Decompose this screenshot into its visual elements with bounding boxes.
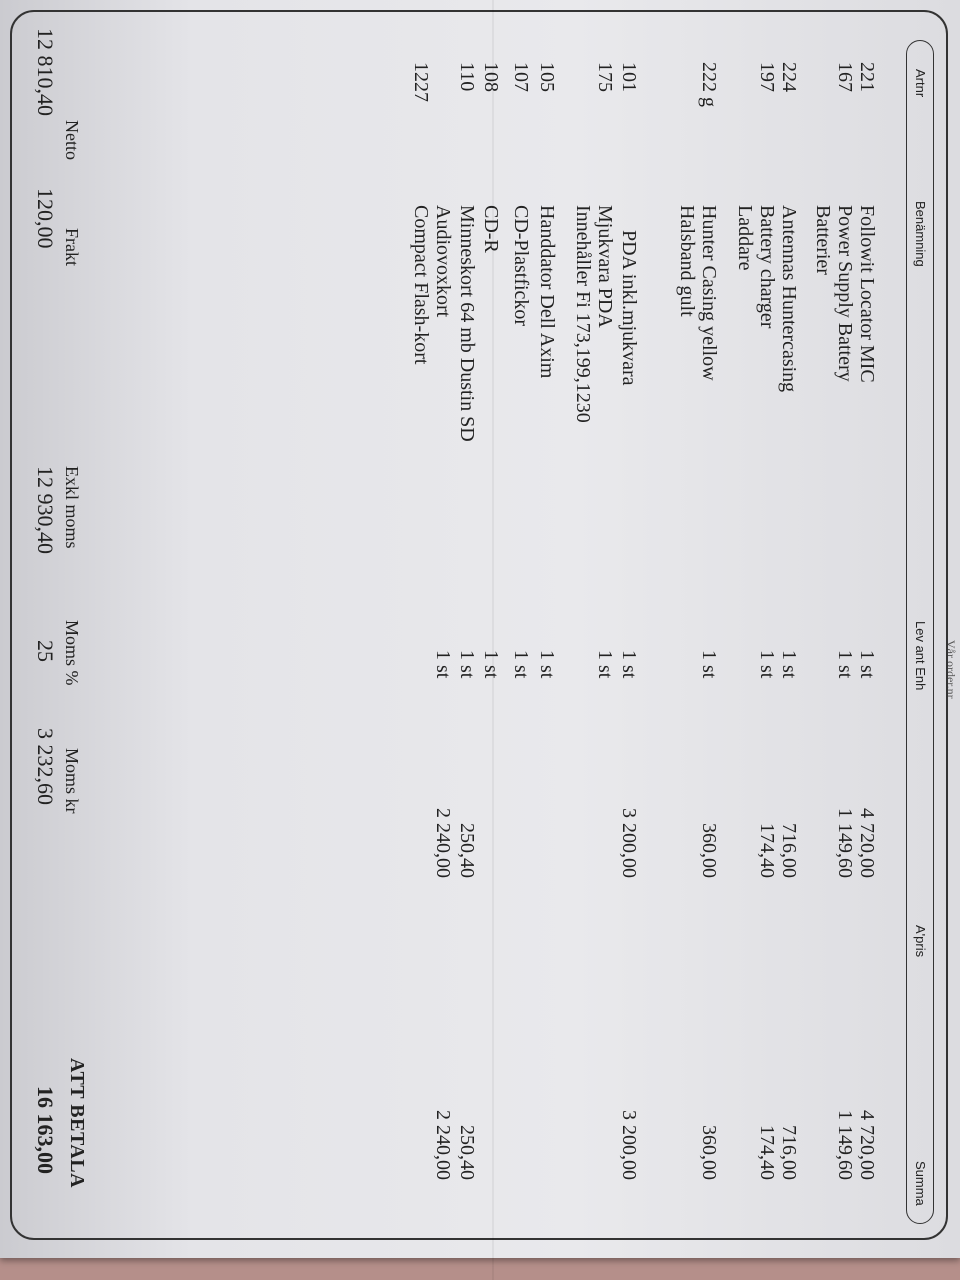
netto-label: Netto <box>62 120 82 160</box>
row-benamning: Power Supply Battery <box>834 205 856 382</box>
row-benamning: Innehåller Fi 173,199,1230 <box>572 205 594 423</box>
att-betala-label: ATT BETALA <box>66 1058 88 1189</box>
row-apris: 3 200,00 <box>618 808 640 878</box>
row-lev: 1 st <box>834 650 856 679</box>
row-apris: 4 720,00 <box>856 808 878 878</box>
row-artnr: 197 <box>756 62 778 92</box>
row-lev: 1 st <box>432 650 454 679</box>
row-summa: 2 240,00 <box>432 1110 454 1180</box>
column-header-summa: Summa <box>913 1161 928 1206</box>
row-lev: 1 st <box>618 650 640 679</box>
row-apris: 174,40 <box>756 823 778 878</box>
row-benamning: PDA inkl.mjukvara <box>618 230 640 386</box>
row-apris: 716,00 <box>778 823 800 878</box>
row-benamning: Antennas Huntercasing <box>778 205 800 393</box>
row-benamning: Mjukvara PDA <box>594 205 616 328</box>
row-apris: 250,40 <box>456 823 478 878</box>
row-apris: 360,00 <box>698 823 720 878</box>
row-lev: 1 st <box>856 650 878 679</box>
row-summa: 174,40 <box>756 1125 778 1180</box>
row-summa: 716,00 <box>778 1125 800 1180</box>
row-lev: 1 st <box>778 650 800 679</box>
row-summa: 360,00 <box>698 1125 720 1180</box>
row-artnr: 105 <box>536 62 558 92</box>
row-benamning: Minneskort 64 mb Dustin SD <box>456 205 478 442</box>
row-lev: 1 st <box>480 650 502 679</box>
column-header-benamning: Benämning <box>913 201 928 267</box>
row-benamning: Laddare <box>734 205 756 271</box>
row-lev: 1 st <box>594 650 616 679</box>
order-number-label: Vår order.nr <box>944 640 958 699</box>
frakt-label: Frakt <box>62 228 82 266</box>
row-lev: 1 st <box>698 650 720 679</box>
moms-kr-label: Moms kr <box>62 748 82 814</box>
row-benamning: Battery charger <box>756 205 778 329</box>
row-lev: 1 st <box>536 650 558 679</box>
row-summa: 4 720,00 <box>856 1110 878 1180</box>
row-benamning: CD-R <box>480 205 502 253</box>
att-betala-value: 16 163,00 <box>33 1086 58 1174</box>
moms-kr-value: 3 232,60 <box>33 728 58 805</box>
exkl-moms-value: 12 930,40 <box>33 466 58 554</box>
row-artnr: 222 g <box>698 62 720 107</box>
row-benamning: Compact Flash-kort <box>410 205 432 365</box>
paper-fold <box>492 0 494 1280</box>
row-benamning: Audiovoxkort <box>432 205 454 318</box>
row-artnr: 1227 <box>410 62 432 102</box>
row-artnr: 224 <box>778 62 800 92</box>
row-lev: 1 st <box>456 650 478 679</box>
netto-value: 12 810,40 <box>33 28 58 116</box>
row-artnr: 107 <box>510 62 532 92</box>
moms-percent-label: Moms % <box>62 620 82 686</box>
row-lev: 1 st <box>756 650 778 679</box>
exkl-moms-label: Exkl moms <box>62 466 82 549</box>
row-apris: 2 240,00 <box>432 808 454 878</box>
invoice-frame <box>10 10 948 1240</box>
row-artnr: 167 <box>834 62 856 92</box>
column-header-bar <box>906 40 934 1224</box>
row-apris: 1 149,60 <box>834 808 856 878</box>
row-artnr: 101 <box>618 62 640 92</box>
row-artnr: 108 <box>480 62 502 92</box>
row-artnr: 175 <box>594 62 616 92</box>
column-header-lev-ant-enh: Lev ant Enh <box>913 621 928 691</box>
row-benamning: CD-Plastfickor <box>510 205 532 327</box>
row-lev: 1 st <box>510 650 532 679</box>
moms-percent-value: 25 <box>33 640 58 662</box>
column-header-artnr: Artnr <box>913 69 928 98</box>
frakt-value: 120,00 <box>33 188 58 249</box>
row-artnr: 110 <box>456 62 478 92</box>
row-summa: 250,40 <box>456 1125 478 1180</box>
row-summa: 1 149,60 <box>834 1110 856 1180</box>
column-header-apris: A'pris <box>913 925 928 958</box>
row-benamning: Batterier <box>812 205 834 275</box>
row-artnr: 221 <box>856 62 878 92</box>
row-benamning: Halsband gult <box>676 205 698 317</box>
row-benamning: Handdator Dell Axim <box>536 205 558 379</box>
row-summa: 3 200,00 <box>618 1110 640 1180</box>
row-benamning: Hunter Casing yellow <box>698 205 720 381</box>
row-benamning: Followit Locator MIC <box>856 205 878 383</box>
